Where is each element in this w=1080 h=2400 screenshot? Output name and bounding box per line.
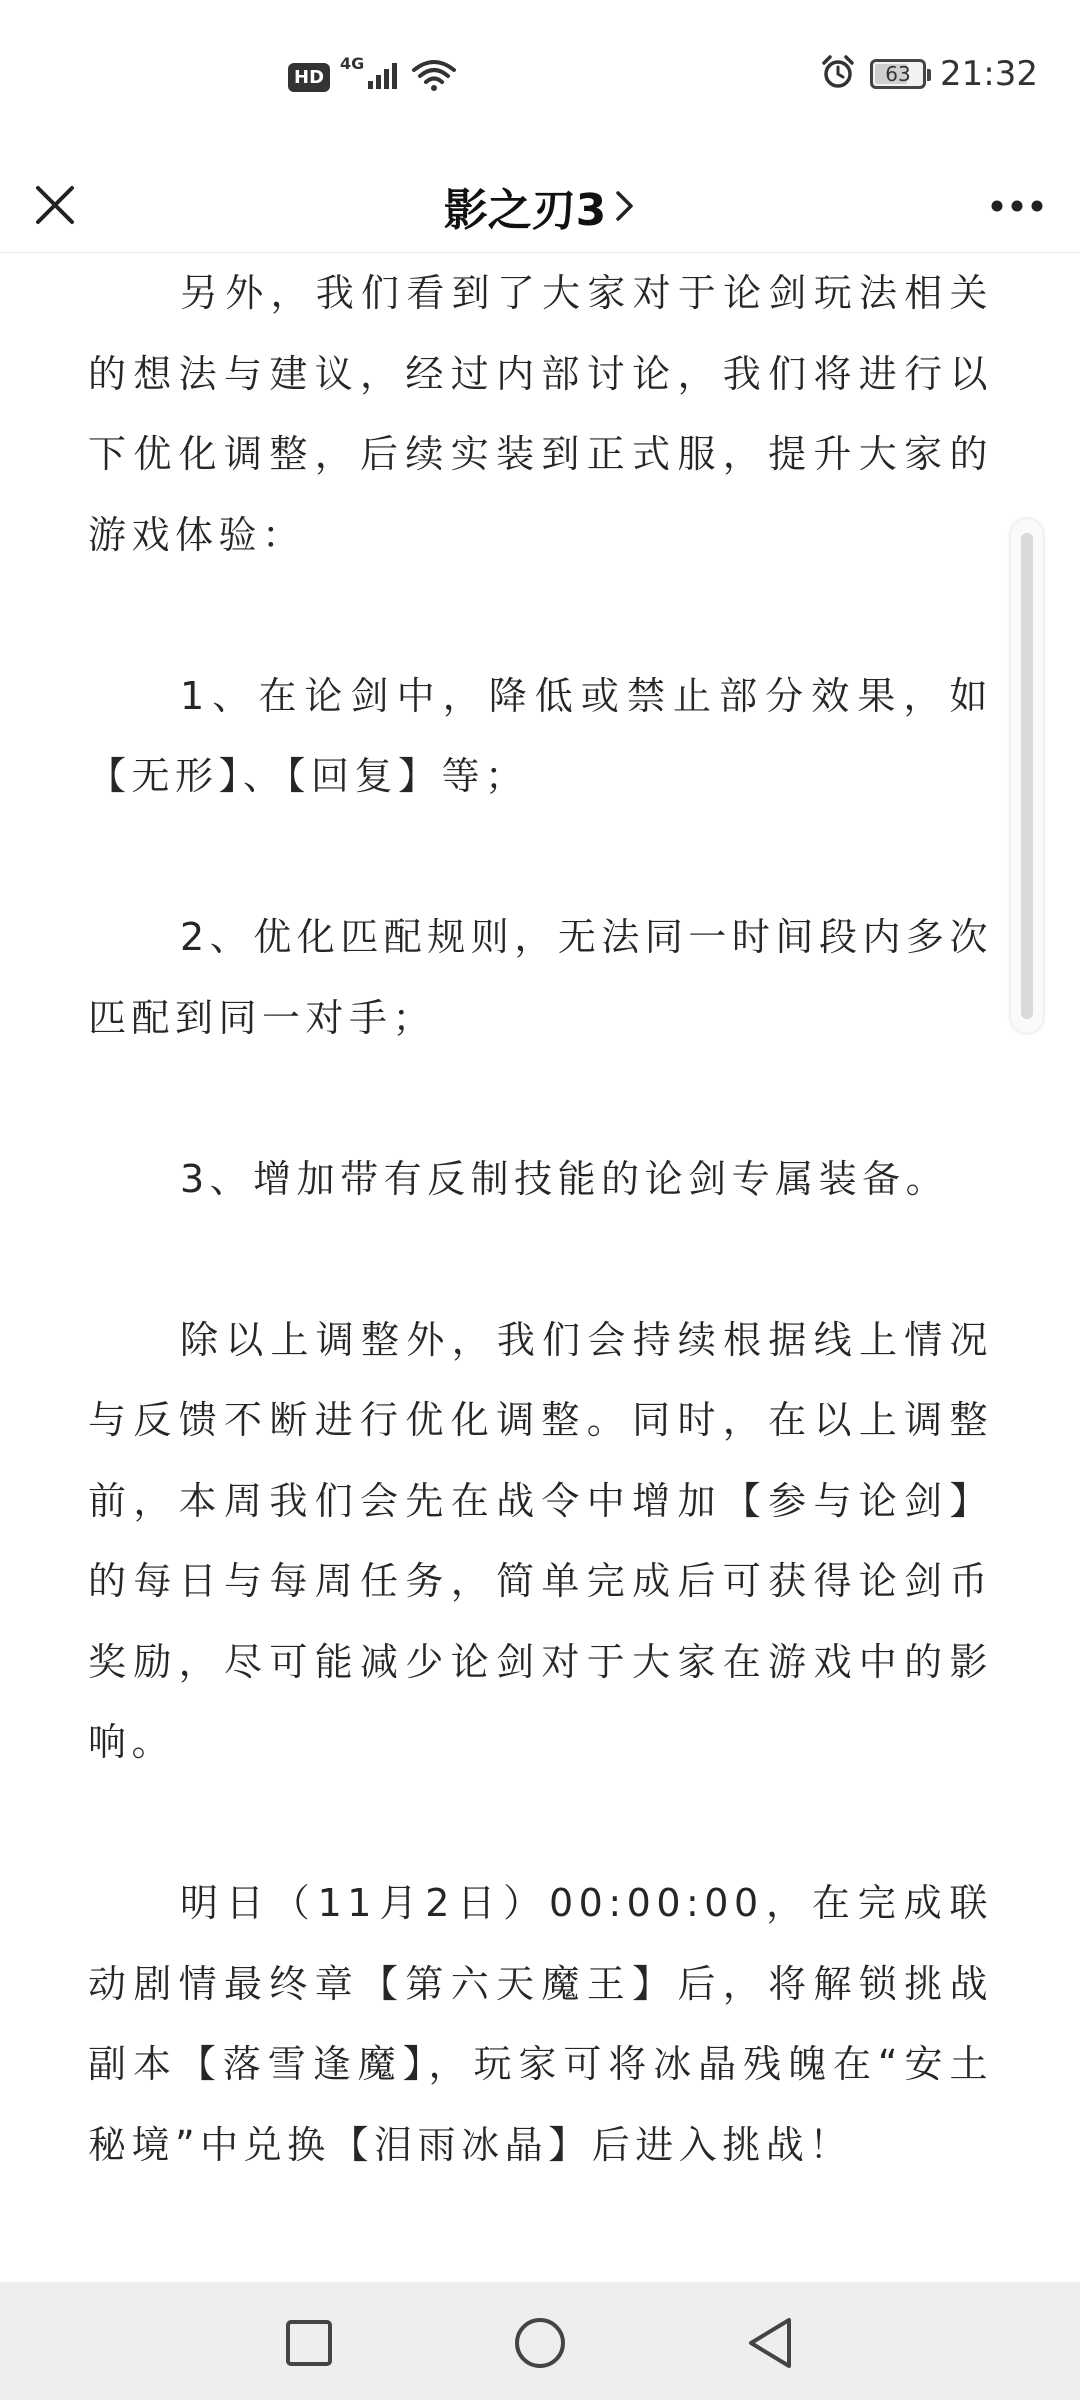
recent-apps-icon bbox=[285, 2319, 333, 2367]
article-paragraph: 2、优化匹配规则，无法同一时间段内多次匹配到同一对手； bbox=[88, 915, 993, 1040]
back-icon bbox=[745, 2316, 795, 2370]
signal-icon bbox=[366, 59, 402, 95]
paragraph-spacer bbox=[88, 575, 993, 656]
paragraph-spacer bbox=[88, 1219, 993, 1300]
title-link[interactable] bbox=[0, 160, 1080, 252]
more-button[interactable] bbox=[982, 176, 1052, 236]
article-paragraph: 明日（11月2日）00:00:00，在完成联动剧情最终章【第六天魔王】后，将解锁挑战副本【落雪逢魔】，玩家可将冰晶残魄在“安土秘境”中兑换【泪雨冰晶】后进入挑战！ bbox=[88, 1881, 993, 2167]
status-right-group bbox=[820, 54, 1038, 94]
article-paragraph: 3、增加带有反制技能的论剑专属装备。 bbox=[180, 1156, 950, 1201]
article-paragraph: 1、在论剑中，降低或禁止部分效果，如【无形】、【回复】等； bbox=[88, 673, 993, 798]
article-paragraph: 除以上调整外，我们会持续根据线上情况与反馈不断进行优化调整。同时，在以上调整前，本周我们会先在战令中增加【参与论剑】的每日与每周任务，简单完成后可获得论剑币奖励，尽可能减少论剑对于大家在游戏中的影响。 bbox=[88, 1317, 993, 1764]
recent-apps-button[interactable] bbox=[274, 2308, 344, 2378]
chevron-right-icon bbox=[614, 189, 636, 223]
system-nav-bar bbox=[0, 2282, 1080, 2400]
page-title: 影之刃3 bbox=[443, 185, 607, 236]
scrollbar-thumb[interactable] bbox=[1021, 533, 1033, 1019]
back-button[interactable] bbox=[735, 2308, 805, 2378]
page-header bbox=[0, 160, 1080, 253]
battery-level-label: 63 bbox=[885, 62, 911, 86]
status-time: 21:32 bbox=[940, 54, 1038, 94]
article-body bbox=[88, 253, 993, 2185]
wifi-icon bbox=[412, 58, 456, 96]
more-icon bbox=[990, 199, 1044, 213]
article-paragraph: 另外，我们看到了大家对于论剑玩法相关的想法与建议，经过内部讨论，我们将进行以下优化调整，后续实装到正式服，提升大家的游戏体验： bbox=[88, 271, 993, 557]
paragraph-spacer bbox=[88, 817, 993, 898]
status-bar bbox=[0, 0, 1080, 160]
scrollbar[interactable] bbox=[1011, 519, 1043, 1033]
network-type-label: 4G bbox=[340, 53, 365, 73]
battery-icon bbox=[870, 59, 926, 89]
status-left-group bbox=[288, 53, 456, 96]
paragraph-spacer bbox=[88, 1058, 993, 1139]
paragraph-spacer bbox=[88, 1783, 993, 1864]
alarm-icon bbox=[820, 54, 856, 94]
home-icon bbox=[513, 2316, 567, 2370]
hd-icon: HD bbox=[288, 63, 330, 92]
home-button[interactable] bbox=[505, 2308, 575, 2378]
